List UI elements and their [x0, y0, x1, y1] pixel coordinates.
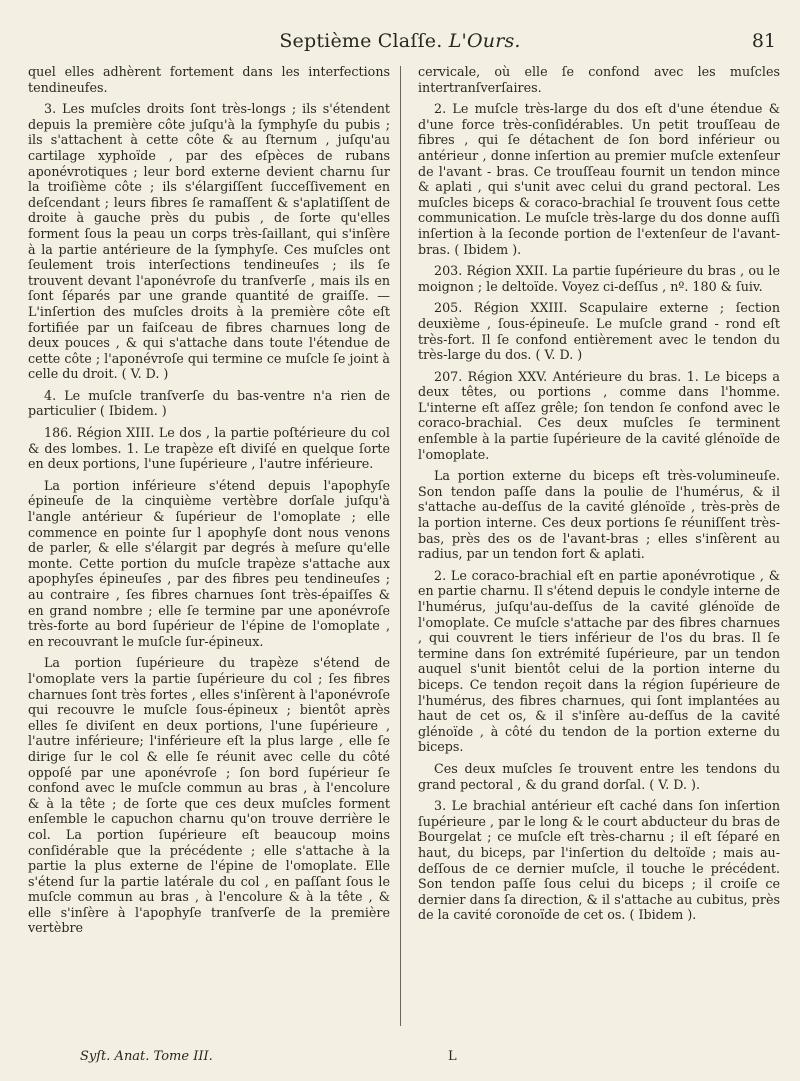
signature-line: Syſt. Anat. Tome III.: [80, 1049, 213, 1064]
paragraph: 2. Le muſcle très-large du dos eſt d'une étendue & d'une force très-conſidérables. Un petit trouſſeau de fibres , qui ſe détachent de ſon bord inférieur ou antérieur , donne inſertion au premier muſcle extenſeur de l'avant - bras. Ce trouſſeau fournit un tendon mince & aplati , qui s'unit avec celui du grand pectoral. Les muſcles biceps & coraco-brachial ſe trouvent ſous cette communication. Le muſcle très-large du dos donne auſſi inſertion à la ſeconde portion de l'extenſeur de l'avant-bras. ( Ibidem ).: [418, 101, 780, 257]
running-title-roman: Septième Claſſe.: [279, 30, 449, 52]
signature-mark: L: [448, 1049, 457, 1064]
paragraph: cervicale, où elle ſe confond avec les muſcles intertranſverſaires.: [418, 64, 780, 95]
paragraph: 3. Le brachial antérieur eſt caché dans ſon inſertion ſupérieure , par le long & le court abducteur du bras de Bourgelat ; ce muſcle eſt très-charnu ; il eſt ſéparé en haut, du biceps, par l'inſertion du deltoïde ; mais au-deſſous de ce dernier muſcle, il touche le précédent. Son tendon paſſe ſous celui du biceps ; il croiſe ce dernier dans ſa direction, & il s'attache au cubitus, près de la cavité coronoïde de cet os. ( Ibidem ).: [418, 798, 780, 923]
page-footer: [28, 1049, 772, 1069]
paragraph: 4. Le muſcle tranſverſe du bas-ventre n'a rien de particulier ( Ibidem. ): [28, 387, 390, 419]
paragraph: 3. Les muſcles droits ſont très-longs ; ils s'étendent depuis la première côte juſqu'à la ſymphyſe du pubis ; ils s'attachent à cette côte & au ſternum , juſqu'au cartilage xyphoïde , par des eſpèces de rubans aponévrotiques ; leur bord externe devient charnu ſur la troiſième côte ; ils s'élargiſſent ſucceſſivement en deſcendant ; leurs fibres ſe ramaſſent & s'aplatiſſent de droite à gauche près du pubis , de ſorte qu'elles forment ſous la peau un corps très-ſaillant, qui s'inſère à la partie antérieure de la ſymphyſe. Ces muſcles ont ſeulement trois interſections tendineuſes ; ils ſe trouvent devant l'aponévroſe du tranſverſe , mais ils en ſont ſéparés par une grande quantité de graiſſe. — L'inſertion des muſcles droits à la première côte eſt fortifiée par un faiſceau de fibres charnues long de deux pouces , & qui s'attache dans toute l'étendue de cette côte ; l'aponévroſe qui termine ce muſcle ſe joint à celle du droit. ( V. D. ): [28, 101, 390, 382]
paragraph: La portion ſupérieure du trapèze s'étend de l'omoplate vers la partie ſupérieure du col ; ſes fibres charnues ſont très fortes , elles s'inſèrent à l'aponévroſe qui recouvre le muſcle ſous-épineux ; bientôt après elles ſe diviſent en deux portions, l'une ſupérieure , l'autre inférieure; l'inférieure eſt la plus large , elle ſe dirige ſur le col & elle ſe réunit avec celle du côté oppoſé par une aponévroſe ; ſon bord ſupérieur ſe confond avec le muſcle commun au bras , à l'encolure & à la tête ; de ſorte que ces deux muſcles forment enſemble le capuchon charnu qu'on trouve derrière le col. La portion ſupérieure eſt beaucoup moins conſidérable que la précédente ; elle s'attache à la partie la plus externe de l'épine de l'omoplate. Elle s'étend ſur la partie latérale du col , en paſſant ſous le muſcle commun au bras , à l'encolure & à la tête , & elle s'inſère à l'apophyſe tranſverſe de la première vertèbre: [28, 655, 390, 936]
running-title: [0, 30, 800, 52]
paragraph: quel elles adhèrent fortement dans les interfections tendineufes.: [28, 64, 390, 95]
running-title-italic: L'Ours.: [448, 30, 521, 52]
paragraph: 186. Région XIII. Le dos , la partie poſtérieure du col & des lombes. 1. Le trapèze eſt diviſé en quelque ſorte en deux portions, l'une ſupérieure , l'autre inférieure.: [28, 425, 390, 472]
page-number: 81: [751, 30, 776, 52]
running-header: [0, 28, 800, 58]
paragraph: Ces deux muſcles ſe trouvent entre les tendons du grand pectoral , & du grand dorſal. ( V. D. ).: [418, 760, 780, 792]
paragraph: 203. Région XXII. La partie ſupérieure du bras , ou le moignon ; le deltoïde. Voyez ci-deſſus , nº. 180 & ſuiv.: [418, 263, 780, 294]
paragraph: 205. Région XXIII. Scapulaire externe ; ſection deuxième , ſous-épineuſe. Le muſcle grand - rond eſt très-fort. Il ſe confond entièrement avec le tendon du très-large du dos. ( V. D. ): [418, 300, 780, 363]
paragraph: 2. Le coraco-brachial eſt en partie aponévrotique , & en partie charnu. Il s'étend depuis le condyle interne de l'humérus, juſqu'au-deſſus de la cavité glénoïde de l'omoplate. Ce muſcle s'attache par des fibres charnues , qui couvrent le tiers inférieur de l'os du bras. Il ſe termine dans ſon extrémité ſupérieure, par un tendon auquel s'unit bientôt celui de la portion interne du biceps. Ce tendon reçoit dans la région ſupérieure de l'humérus, des fibres charnues, qui ſont implantées au haut de cet os, & il s'inſère au-deſſus de la cavité glénoïde , à côté du tendon de la portion externe du biceps.: [418, 567, 780, 755]
paragraph: 207. Région XXV. Antérieure du bras. 1. Le biceps a deux têtes, ou portions , comme dans l'homme. L'interne eſt aſſez grêle; ſon tendon ſe confond avec le coraco-brachial. Ces deux muſcles ſe terminent enſemble à la partie ſupérieure de la cavité glénoïde de l'omoplate.: [418, 368, 780, 462]
paragraph: La portion externe du biceps eſt très-volumineuſe. Son tendon paſſe dans la poulie de l'humérus, & il s'attache au-deſſus de la cavité glénoïde , très-près de la portion interne. Ces deux portions ſe réuniſſent très-bas, près des os de l'avant-bras ; elles s'inſèrent au radius, par un tendon fort & aplati.: [418, 468, 780, 562]
left-column: [28, 64, 390, 942]
paragraph: La portion inférieure s'étend depuis l'apophyſe épineuſe de la cinquième vertèbre dorſale juſqu'à l'angle antérieur & ſupérieur de l'omoplate ; elle commence en pointe ſur l apophyſe dont nous venons de parler, & elle s'élargit par degrés à meſure qu'elle monte. Cette portion du muſcle trapèze s'attache aux apophyſes épineuſes , par des fibres peu tendineuſes ; au contraire , ſes fibres charnues ſont très-épaiſſes & en grand nombre ; elle ſe termine par une aponévroſe très-forte au bord ſupérieur de l'épine de l'omoplate , en recouvrant le muſcle ſur-épineux.: [28, 477, 390, 649]
right-column: [418, 64, 780, 929]
column-divider: [400, 66, 401, 1026]
